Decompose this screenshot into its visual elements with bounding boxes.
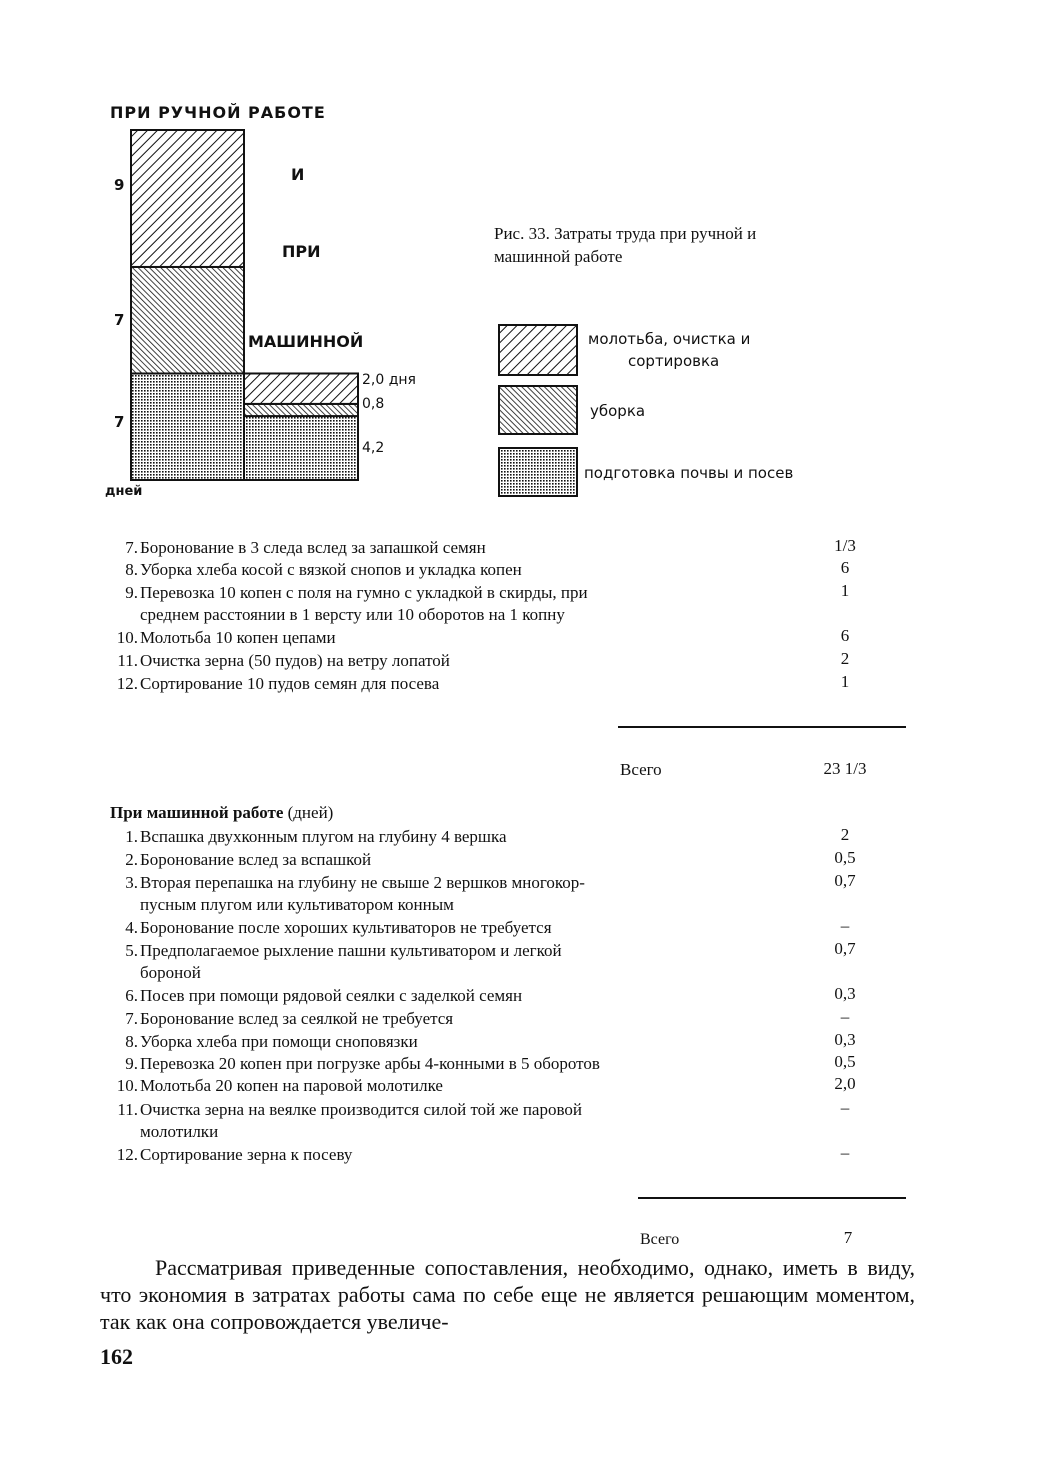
list-item: 7. Боронование в 3 следа вслед за запашкой семян <box>125 538 486 557</box>
manual-label-threshing: 9 <box>114 176 125 194</box>
machine-label-harvest: 0,8 <box>362 396 385 412</box>
manual-total-label: Всего <box>620 760 662 779</box>
list-item-value: 1/3 <box>834 536 856 555</box>
list-item-value: 0,5 <box>834 1052 856 1071</box>
machine-total-label: Всего <box>640 1231 680 1248</box>
chart-word-at: ПРИ <box>282 242 321 261</box>
list-item: 8. Уборка хлеба при помощи сноповязки <box>125 1032 418 1051</box>
list-item-value: 0,5 <box>834 848 856 867</box>
list-item-value: 0,3 <box>834 984 856 1003</box>
machine-bar-harvest <box>244 404 358 416</box>
machine-total-value: 7 <box>843 1228 853 1247</box>
legend-soil: подготовка почвы и посев <box>584 464 794 482</box>
list-item: 8. Уборка хлеба косой с вязкой снопов и укладка копен <box>125 560 522 579</box>
y-axis-unit: дней <box>105 484 143 499</box>
machine-section-title: При машинной работе (дней) <box>110 803 334 822</box>
list-item-value: 0,7 <box>834 939 856 958</box>
manual-total-value: 23 1/3 <box>823 759 867 778</box>
list-item: 7. Боронование вслед за сеялкой не требуется <box>125 1009 454 1028</box>
figure-caption <box>494 222 834 268</box>
manual-label-harvest: 7 <box>114 311 125 329</box>
chart-heading: ПРИ РУЧНОЙ РАБОТЕ <box>110 103 326 122</box>
manual-bar-soil <box>131 373 244 480</box>
machine-bar-threshing <box>244 373 358 403</box>
list-item: 9. Перевозка 20 копен при погрузке арбы 4-конными в 5 оборотов <box>125 1054 600 1073</box>
list-item-value: 2 <box>840 649 850 668</box>
list-item-value: 0,3 <box>834 1030 856 1049</box>
machine-bar-stack <box>244 373 358 480</box>
list-item: 10. Молотьба 20 копен на паровой молотилке <box>116 1076 443 1095</box>
list-item: 9. Перевозка 10 копен с поля на гумно с укладкой в скирды, при среднем расстоянии в 1 версту или 10 оборотов на 1 копну <box>125 583 588 624</box>
list-item: 4. Боронование после хороших культиваторов не требуется <box>125 918 552 937</box>
list-item: 11. Очистка зерна (50 пудов) на ветру лопатой <box>117 651 450 670</box>
list-item: 11. Очистка зерна на веялке производится силой той же паровой молотилки <box>117 1100 582 1141</box>
manual-label-soil: 7 <box>114 413 125 431</box>
list-item-value: 0,7 <box>834 871 856 890</box>
manual-bar-threshing <box>131 130 244 267</box>
machine-label-soil: 4,2 <box>362 440 385 456</box>
list-item: 2. Боронование вслед за вспашкой <box>125 850 372 869</box>
body-paragraph: Рассматривая приведенные сопоставления, необходимо, однако, иметь в виду, что экономия в затратах работы сама по себе еще не является решающим моментом, так как она сопровождается увеличе- <box>100 1255 915 1334</box>
total-rule <box>638 1197 906 1199</box>
legend-swatch-threshing <box>499 325 577 375</box>
list-item-value: – <box>840 916 850 935</box>
chart-word-and: И <box>291 165 305 184</box>
list-item-value: 2,0 <box>834 1074 856 1093</box>
caption-line-2: машинной работе <box>494 247 623 266</box>
legend-threshing-line-2: сортировка <box>628 352 720 370</box>
list-item: 3. Вторая перепашка на глубину не свыше 2 вершков многокор- пусным плугом или культиватором конным <box>125 873 585 914</box>
list-item: 12. Сортирование 10 пудов семян для посева <box>116 674 440 693</box>
page-number: 162 <box>100 1344 133 1369</box>
caption-line-1: Рис. 33. Затраты труда при ручной и <box>494 224 757 243</box>
list-item-value: – <box>840 1007 850 1026</box>
list-item-value: 1 <box>840 581 850 600</box>
legend-swatch-soil <box>499 448 577 496</box>
legend-swatches <box>498 324 580 500</box>
list-item-value: – <box>840 1143 850 1162</box>
manual-bar-stack <box>131 130 244 480</box>
legend-threshing-line-1: молотьба, очистка и <box>588 330 751 348</box>
chart-word-machine: МАШИННОЙ <box>248 332 364 351</box>
legend-swatch-harvest <box>499 386 577 434</box>
list-item: 12. Сортирование зерна к посеву <box>116 1145 353 1164</box>
list-item-value: – <box>840 1098 850 1117</box>
legend-harvest: уборка <box>590 402 646 420</box>
list-item-value: 6 <box>840 626 850 645</box>
machine-label-threshing: 2,0 дня <box>362 372 416 388</box>
total-rule <box>618 726 906 728</box>
list-item-value: 2 <box>840 825 850 844</box>
list-item: 1. Вспашка двухконным плугом на глубину 4 вершка <box>125 827 507 846</box>
list-item-value: 6 <box>840 558 850 577</box>
list-item: 5. Предполагаемое рыхление пашни культиватором и легкой бороной <box>125 941 562 982</box>
list-item: 6. Посев при помощи рядовой сеялки с заделкой семян <box>125 986 523 1005</box>
machine-bar-soil <box>244 416 358 480</box>
list-item: 10. Молотьба 10 копен цепами <box>116 628 336 647</box>
legend-threshing <box>588 328 750 372</box>
manual-bar-harvest <box>131 267 244 374</box>
list-item-value: 1 <box>840 672 850 691</box>
